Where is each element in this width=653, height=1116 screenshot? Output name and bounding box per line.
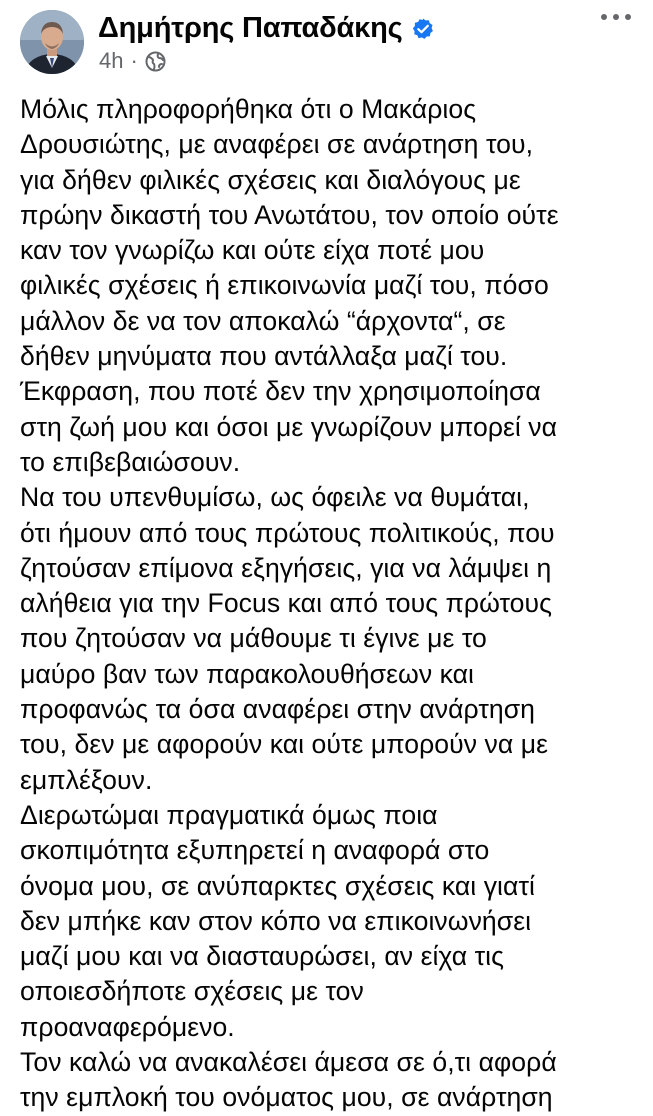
author-row [98,12,435,45]
profile-photo [20,10,84,74]
meta-separator: · [130,48,138,73]
globe-icon[interactable] [145,51,166,72]
post-time[interactable]: 4h [99,48,124,73]
more-dot [625,14,631,20]
verified-badge-icon [411,17,435,41]
more-options-icon[interactable] [601,14,631,20]
post-meta [99,48,166,74]
avatar[interactable] [20,10,84,74]
more-dot [613,14,619,20]
more-dot [601,14,607,20]
post-body-text: Μόλις πληροφορήθηκα ότι ο Μακάριος Δρουσιώτης, με αναφέρει σε ανάρτηση του, για δήθεν φιλικές σχέσεις και διαλόγους με πρώην δικαστή του Ανωτάτου, τον οποίο ούτε καν τον γνωρίζω και ούτε είχα ποτέ μου φιλικές σχέσεις ή επικοινωνία μαζί του, πόσο μάλλον δε να τον αποκαλώ “άρχοντα“, σε δήθεν μηνύματα που αντάλλαξα μαζί του. Έκφραση, που ποτέ δεν την χρησιμοποίησα στη ζωή μου και όσοι με γνωρίζουν μπορεί να το επιβεβαιώσουν. Να του υπενθυμίσω, ως όφειλε να θυμάται, ότι ήμουν από τους πρώτους πολιτικούς, που ζητούσαν επίμονα εξηγήσεις, για να λάμψει η αλήθεια για την Focus και από τους πρώτους που ζητούσαν να μάθουμε τι έγινε με το μαύρο βαν των παρακολουθήσεων και προφανώς τα όσα αναφέρει στην ανάρτηση του, δεν με αφορούν και ούτε μπορούν να με εμπλέξουν. Διερωτώμαι πραγματικά όμως ποια σκοπιμότητα εξυπηρετεί η αναφορά στο όνομα μου, σε ανύπαρκτες σχέσεις και γιατί δεν μπήκε καν στον κόπο να επικοινωνήσει μαζί μου και να διασταυρώσει, αν είχα τις οποιεσδήποτε σχέσεις με τον προαναφερόμενο. Τον καλώ να ανακαλέσει άμεσα σε ό,τι αφορά την εμπλοκή του ονόματος μου, σε ανάρτηση [20,94,559,1113]
author-name[interactable]: Δημήτρης Παπαδάκης [98,12,403,44]
post-header [0,0,653,90]
